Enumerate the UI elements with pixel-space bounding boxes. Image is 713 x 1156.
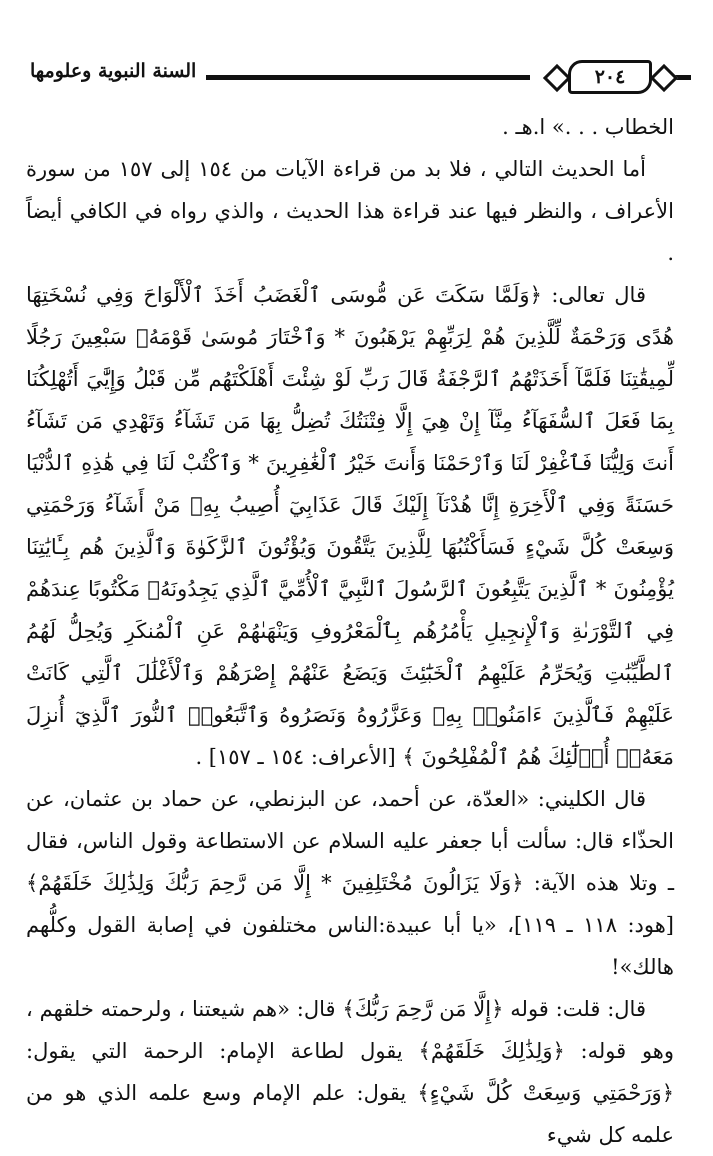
quran-verse: وَرَحْمَتِي وَسِعَتْ كُلَّ شَيْءٍ: [429, 1081, 662, 1105]
page-number: ٢٠٤: [568, 60, 652, 94]
hadith-text: ﴾ يقول: علم الإمام وسع علمه الذي هو من علمه كل شيء: [26, 1081, 674, 1147]
hadith-text: قال الكليني: «العدّة، عن أحمد، عن البزنطي، عن حماد بن عثمان، عن الحذّاء قال: سألت أبا جعفر عليه السلام عن الاستطاعة وقول الناس، فقال ـ وتلا هذه الآية: ﴿: [26, 787, 674, 895]
paragraph: أما الحديث التالي ، فلا بد من قراءة الآيات من ١٥٤ إلى ١٥٧ من سورة الأعراف ، والنظر فيها عند قراءة هذا الحديث ، والذي رواه في الكافي أيضاً .: [26, 157, 674, 265]
hadith-paragraph: [26, 988, 674, 1156]
citation: ﴾ [الأعراف: ١٥٤ ـ ١٥٧] .: [195, 745, 415, 769]
quran-verse: وَلِذَٰلِكَ خَلَقَهُمْ: [430, 1039, 553, 1063]
continuation-line: الخطاب . . .» ا.هـ .: [502, 115, 674, 139]
ornament-icon: [543, 64, 571, 92]
body-text: [26, 106, 674, 1156]
quran-verse: وَلَا يَزَالُونَ مُخْتَلِفِينَ * إِلَّا مَن رَّحِمَ رَبُّكَ وَلِذَٰلِكَ خَلَقَهُمْ: [38, 871, 512, 895]
quran-passage-paragraph: [26, 274, 674, 778]
hadith-text: ﴾ يقول لطاعة الإمام: الرحمة التي يقول: ﴿: [26, 1039, 675, 1105]
quran-verse: وَلَمَّا سَكَتَ عَن مُّوسَى ٱلْغَضَبُ أَخَذَ ٱلْأَلْوَاحَ وَفِي نُسْخَتِهَا هُدًى وَرَحْمَةٌ لِّلَّذِينَ هُمْ لِرَبِّهِمْ يَرْهَبُونَ * وَٱخْتَارَ مُوسَىٰ قَوْمَهُۥ سَبْعِينَ رَجُلًا لِّمِيقَٰتِنَا فَلَمَّآ أَخَذَتْهُمُ ٱلرَّجْفَةُ قَالَ رَبِّ لَوْ شِئْتَ أَهْلَكْتَهُم مِّن قَبْلُ وَإِيَّٰيَ أَتُهْلِكُنَا بِمَا فَعَلَ ٱلسُّفَهَآءُ مِنَّآ إِنْ هِيَ إِلَّا فِتْنَتُكَ تُضِلُّ بِهَا مَن تَشَآءُ وَتَهْدِي مَن تَشَآءُ أَنتَ وَلِيُّنَا فَٱغْفِرْ لَنَا وَٱرْحَمْنَا وَأَنتَ خَيْرُ ٱلْغَٰفِرِينَ * وَٱكْتُبْ لَنَا فِي هَٰذِهِ ٱلدُّنْيَا حَسَنَةً وَفِي ٱلْأَخِرَةِ إِنَّا هُدْنَآ إِلَيْكَ قَالَ عَذَابِيٓ أُصِيبُ بِهِۦ مَنْ أَشَآءُ وَرَحْمَتِي وَسِعَتْ كُلَّ شَيْءٍ فَسَأَكْتُبُهَا لِلَّذِينَ يَتَّقُونَ وَيُؤْتُونَ ٱلزَّكَوٰةَ وَٱلَّذِينَ هُم بِـَٔايَٰتِنَا يُؤْمِنُونَ * ٱلَّذِينَ يَتَّبِعُونَ ٱلرَّسُولَ ٱلنَّبِيَّ ٱلْأُمِّيَّ ٱلَّذِي يَجِدُونَهُۥ مَكْتُوبًا عِندَهُمْ فِي ٱلتَّوْرَىٰةِ وَٱلْإِنجِيلِ يَأْمُرُهُم بِٱلْمَعْرُوفِ وَيَنْهَىٰهُمْ عَنِ ٱلْمُنكَرِ وَيُحِلُّ لَهُمُ ٱلطَّيِّبَٰتِ وَيُحَرِّمُ عَلَيْهِمُ ٱلْخَبَٰٓئِثَ وَيَضَعُ عَنْهُمْ إِصْرَهُمْ وَٱلْأَغْلَٰلَ ٱلَّتِي كَانَتْ عَلَيْهِمْ فَٱلَّذِينَ ءَامَنُوا۟ بِهِۦ وَعَزَّرُوهُ وَنَصَرُوهُ وَٱتَّبَعُوا۟ ٱلنُّورَ ٱلَّذِيٓ أُنزِلَ مَعَهُۥٓ أُو۟لَٰٓئِكَ هُمُ ٱلْمُفْلِحُونَ: [26, 283, 674, 769]
hadith-text: ﴾ قال: «هم شيعتنا ، ولرحمته خلقهم ، وهو قوله: ﴿: [26, 997, 675, 1063]
page-header: [28, 56, 691, 96]
quran-verse: إِلَّا مَن رَّحِمَ رَبُّكَ: [354, 997, 492, 1021]
hadith-text: ﴾ [هود: ١١٨ ـ ١١٩]، «يا أبا عبيدة:الناس مختلفون في إصابة القول وكلُّهم هالك»!: [26, 871, 674, 979]
quote-intro: قال تعالى: ﴿: [529, 283, 646, 307]
ornament-icon: [650, 64, 678, 92]
hadith-paragraph: [26, 778, 674, 988]
running-title: السنة النبوية وعلومها: [28, 60, 206, 82]
hadith-text: قال: قلت: قوله ﴿: [491, 997, 646, 1021]
